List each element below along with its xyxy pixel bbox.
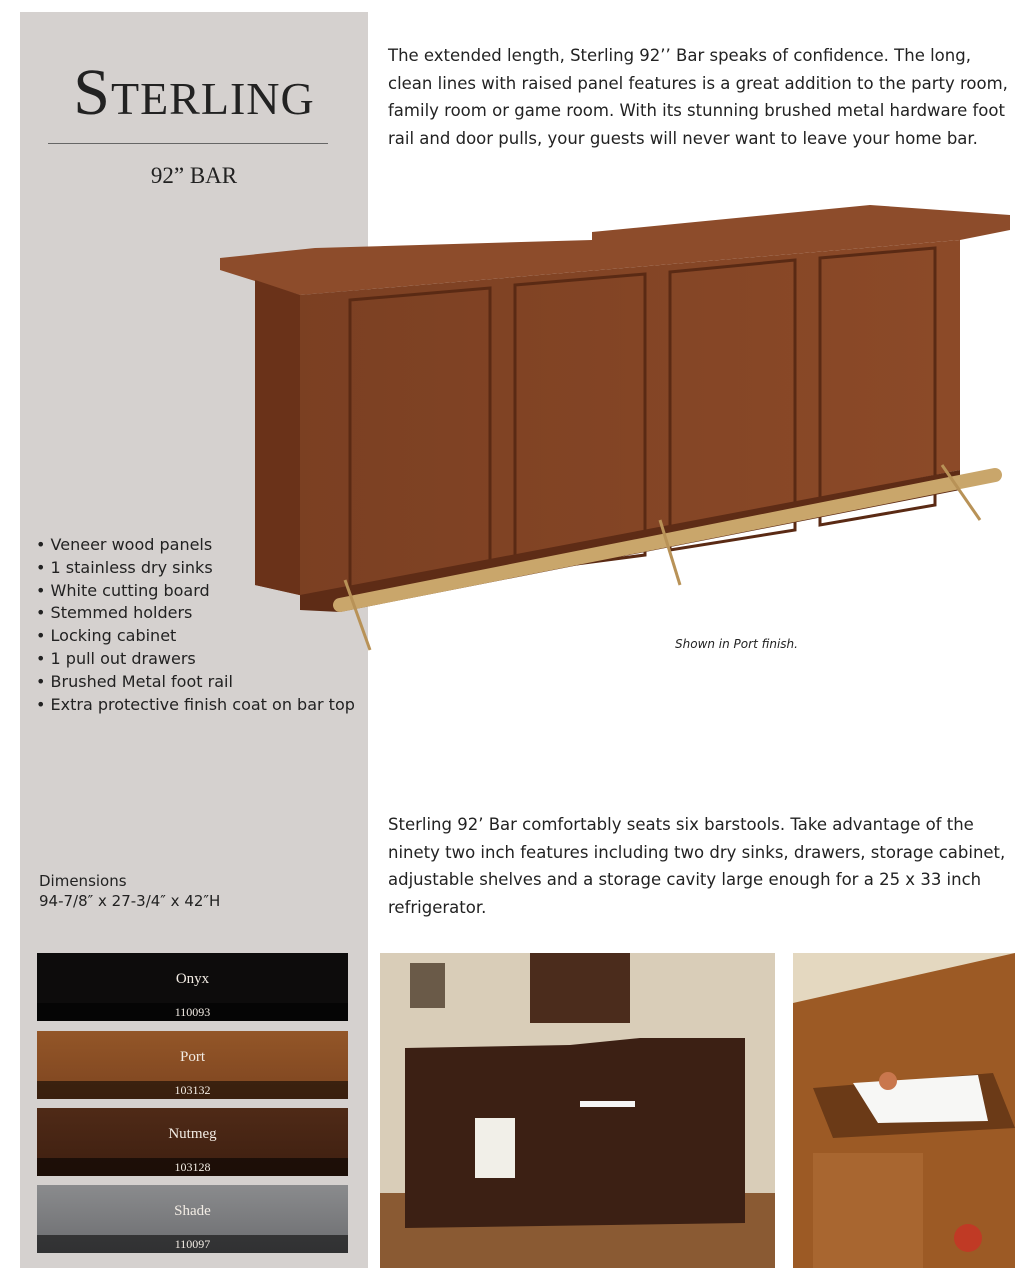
finish-swatch-onyx (37, 953, 348, 1021)
feature-item: • Locking cabinet (36, 625, 355, 648)
finish-name: Onyx (175, 971, 210, 987)
feature-item: • 1 pull out drawers (36, 648, 355, 671)
dimensions (39, 871, 220, 911)
feature-item: • Veneer wood panels (36, 534, 355, 557)
dimensions-value: 94-7/8″ x 27-3/4″ x 42″H (39, 892, 221, 910)
title-divider (48, 143, 328, 144)
feature-item: • Extra protective finish coat on bar top (36, 694, 355, 717)
dimensions-label: Dimensions (39, 872, 127, 890)
image-caption: Shown in Port finish. (675, 637, 798, 651)
finish-name: Nutmeg (168, 1126, 217, 1142)
feature-item: • White cutting board (36, 580, 355, 603)
finish-swatch-shade (37, 1185, 348, 1253)
finish-code: 103128 (37, 1158, 348, 1176)
finish-swatch-port (37, 1031, 348, 1099)
finish-name: Port (179, 1049, 205, 1065)
description-paragraph: Sterling 92’ Bar comfortably seats six barstools. Take advantage of the ninety two inch features including two dry sinks, drawers, storage cabinet, adjustable shelves and a storage cavity large enough for a 25 x 33 inch refrigerator. (388, 815, 1006, 917)
product-subtitle: 92” BAR (150, 163, 238, 188)
bar-detail-photo (793, 953, 1015, 1268)
intro-paragraph: The extended length, Sterling 92’’ Bar speaks of confidence. The long, clean lines with raised panel features is a great addition to the party room, family room or game room. With its stunning brushed metal hardware foot rail and door pulls, your guests will never want to leave your home bar. (388, 46, 1008, 148)
finish-code: 110093 (37, 1003, 348, 1021)
room-setting-photo (380, 953, 775, 1268)
feature-list (36, 534, 355, 716)
finish-swatch-nutmeg (37, 1108, 348, 1176)
finish-code: 110097 (37, 1235, 348, 1253)
feature-item: • Stemmed holders (36, 602, 355, 625)
feature-item: • Brushed Metal foot rail (36, 671, 355, 694)
finish-name: Shade (174, 1203, 211, 1219)
feature-item: • 1 stainless dry sinks (36, 557, 355, 580)
product-title: Sterling (73, 56, 315, 129)
finish-code: 103132 (37, 1081, 348, 1099)
